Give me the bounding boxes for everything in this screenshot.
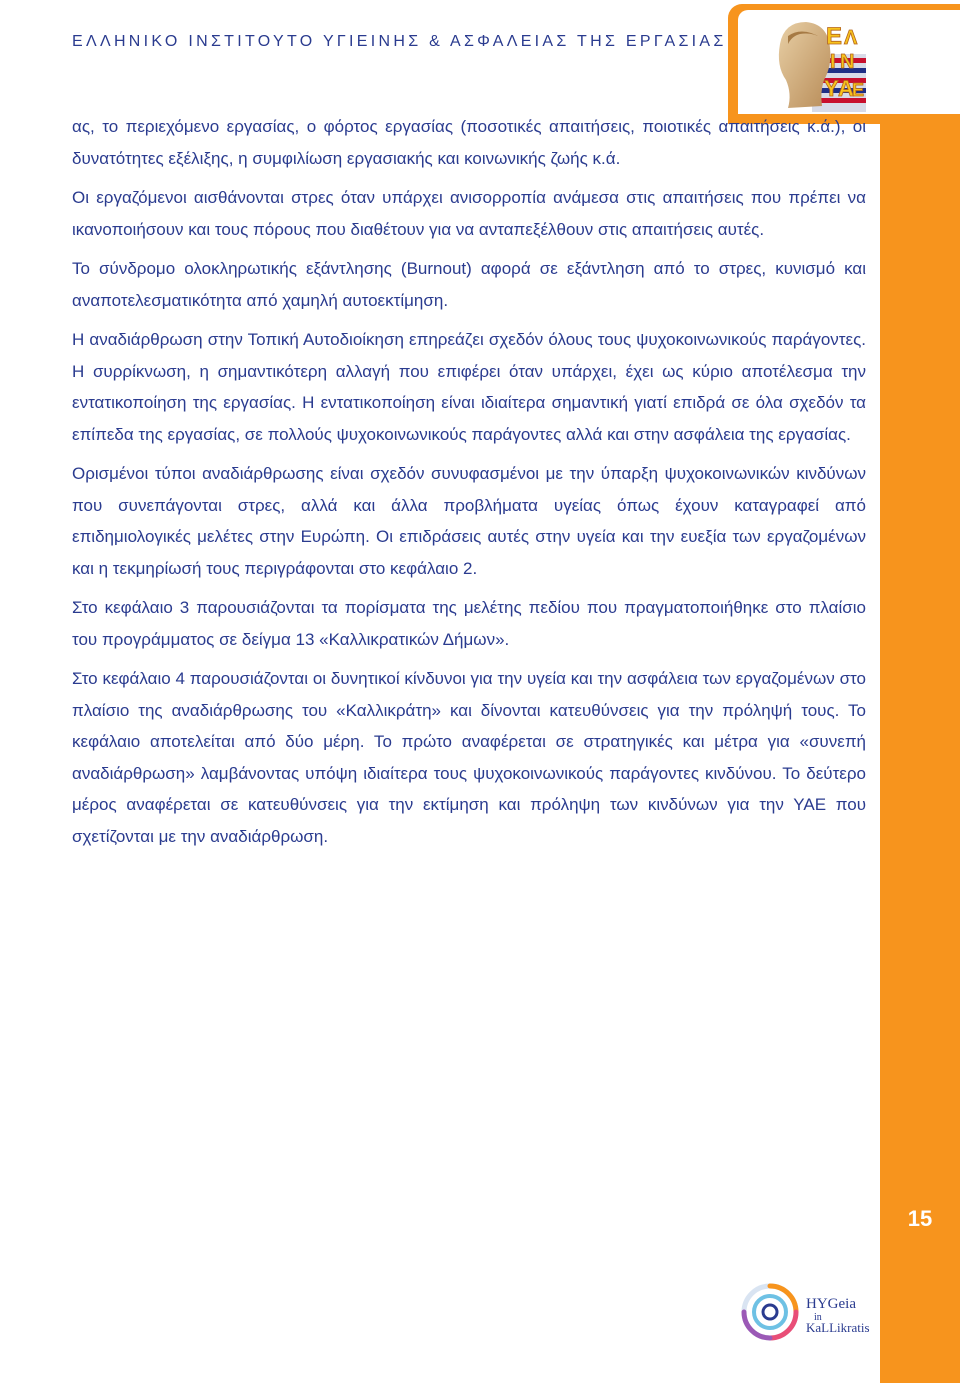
svg-text:Ε: Ε [826, 23, 843, 50]
paragraph: ας, το περιεχόμενο εργασίας, ο φόρτος εργασίας (ποσοτικές απαιτήσεις, ποιοτικές απαιτήσεις κ.ά.), οι δυνατότητες εξέλιξης, η συμφιλίωση εργασιακής και κοινωνικής ζωής κ.ά. [72, 117, 866, 168]
svg-text:Ν: Ν [840, 51, 855, 73]
svg-text:Ε: Ε [852, 80, 865, 100]
swirl-icon [744, 1286, 796, 1338]
hygeia-logo [740, 1272, 880, 1352]
hygeia-logo-line2: in [814, 1312, 822, 1323]
paragraph: Ορισμένοι τύποι αναδιάρθρωσης είναι σχεδόν συνυφασμένοι με την ύπαρξη ψυχοκοινωνικών κινδύνων που συνεπάγονται στρες, αλλά και άλλα προβλήματα υγείας όπως έχουν καταγραφεί από επιδημιολογικές μελέτες στην Ευρώπη. Οι επιδράσεις αυτές στην υγεία και την ευεξία των εργαζομένων και η τεκμηρίωσή τους περιγράφονται στο κεφάλαιο 2. [72, 464, 866, 578]
paragraph: Στο κεφάλαιο 4 παρουσιάζονται οι δυνητικοί κίνδυνοι για την υγεία και την ασφάλεια των εργαζομένων στο πλαίσιο της αναδιάρθρωσης του «Καλλικράτη» και δίνονται κατευθύνσεις για την πρόληψή τους. Το κεφάλαιο αποτελείται από δύο μέρη. Το πρώτο αναφέρεται σε στρατηγικές και μέτρα για «συνεπή αναδιάρθρωση» λαμβάνοντας υπόψη ιδιαίτερα τους ψυχοκοινωνικούς παράγοντες κινδύνου. Το δεύτερο μέρος αναφέρεται σε κατευθύνσεις για την εκτίμηση και πρόληψη των κινδύνων για την ΥΑΕ που σχετίζονται με την αναδιάρθρωση. [72, 669, 866, 846]
svg-text:Ι: Ι [830, 51, 836, 73]
right-side-bar [880, 124, 960, 1383]
paragraph: Η αναδιάρθρωση στην Τοπική Αυτοδιοίκηση επηρεάζει σχεδόν όλους τους ψυχοκοινωνικούς παράγοντες. Η συρρίκνωση, η σημαντικότερη αλλαγή που επιφέρει όταν υπάρχει, έχει ως κύριο αποτέλεσμα την εντατικοποίηση της εργασίας. Η εντατικοποίηση είναι ιδιαίτερα σημαντική γιατί επιδρά σε όλα σχεδόν τα επίπεδα της εργασίας, σε πολλούς ψυχοκοινωνικούς παράγοντες αλλά και στην ασφάλεια της εργασίας. [72, 330, 866, 444]
paragraph: Οι εργαζόμενοι αισθάνονται στρες όταν υπάρχει ανισορροπία ανάμεσα στις απαιτήσεις που πρέπει να ικανοποιήσουν και τους πόρους που διαθέτουν για να ανταπεξέλθουν στις απαιτήσεις αυτές. [72, 188, 866, 239]
institute-logo [762, 14, 868, 114]
body-text [72, 111, 866, 860]
svg-text:Λ: Λ [844, 27, 858, 49]
svg-text:Α: Α [838, 76, 854, 101]
paragraph: Το σύνδρομο ολοκληρωτικής εξάντλησης (Burnout) αφορά σε εξάντληση από το στρες, κυνισμό και αναποτελεσματικότητα από χαμηλή αυτοεκτίμηση. [72, 259, 866, 310]
svg-text:Υ: Υ [824, 76, 839, 101]
hygeia-logo-line1: HYGeia [806, 1296, 856, 1312]
paragraph: Στο κεφάλαιο 3 παρουσιάζονται τα πορίσματα της μελέτης πεδίου που πραγματοποιήθηκε στο πλαίσιο του προγράμματος σε δείγμα 13 «Καλλικρατικών Δήμων». [72, 598, 866, 649]
hygeia-logo-line3: KaLLikratis [806, 1320, 870, 1335]
page-number: 15 [907, 1206, 933, 1231]
header-title: ΕΛΛΗΝΙΚΟ ΙΝΣΤΙΤΟΥΤΟ ΥΓΙΕΙΝΗΣ & ΑΣΦΑΛΕΙΑΣ ΤΗΣ ΕΡΓΑΣΙΑΣ [72, 33, 727, 50]
